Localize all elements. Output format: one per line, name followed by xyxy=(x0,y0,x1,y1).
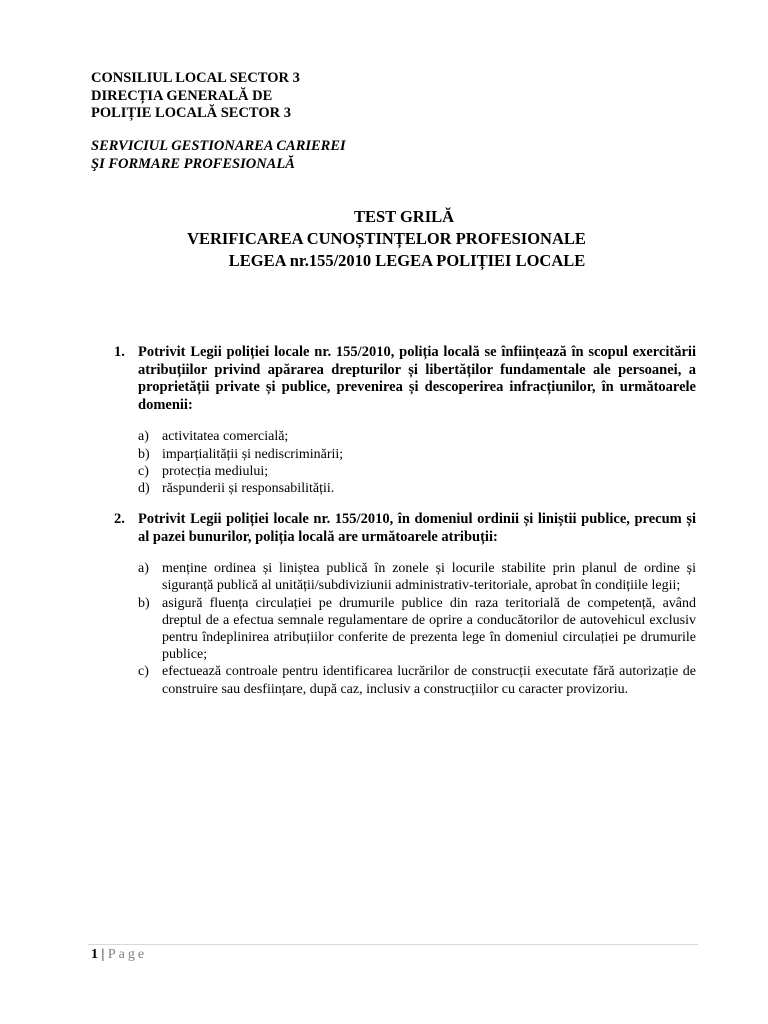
option-letter: a) xyxy=(138,429,149,445)
footer-separator: | xyxy=(101,947,105,962)
header-line: CONSILIUL LOCAL SECTOR 3 xyxy=(91,70,300,86)
answer-option xyxy=(138,446,696,463)
option-letter: b) xyxy=(138,446,150,462)
option-letter: a) xyxy=(138,561,149,577)
option-letter: c) xyxy=(138,463,149,479)
department-line: ŞI FORMARE PROFESIONALĂ xyxy=(91,155,295,172)
footer-divider xyxy=(88,944,698,945)
question-text xyxy=(114,511,696,546)
option-text: imparțialității și nediscriminării; xyxy=(162,446,344,462)
option-text: activitatea comercială; xyxy=(162,429,289,445)
answer-option xyxy=(138,480,696,497)
answer-option xyxy=(138,463,696,480)
page-number: 1 xyxy=(91,947,98,962)
option-letter: b) xyxy=(138,595,150,611)
header-line: POLIȚIE LOCALĂ SECTOR 3 xyxy=(91,105,291,121)
question-1 xyxy=(114,344,696,497)
department-line: SERVICIUL GESTIONAREA CARIEREI xyxy=(91,138,346,154)
institution-header xyxy=(91,70,300,123)
page-footer xyxy=(91,946,147,964)
title-line: TEST GRILĂ xyxy=(353,207,455,226)
answer-options xyxy=(114,428,696,497)
question-2 xyxy=(114,511,696,698)
title-line: LEGEA nr.155/2010 LEGEA POLIȚIEI LOCALE xyxy=(228,251,586,270)
option-text: menține ordinea și liniștea publică în zonele și locurile stabilite prin planul de ordine și siguranță publică al unității/subdiviziunii administrativ-teritoriale, aprobat în condițiile legii; xyxy=(162,561,696,594)
question-number: 1. xyxy=(114,344,125,360)
answer-option xyxy=(138,663,696,697)
question-number: 2. xyxy=(114,511,125,527)
answer-option xyxy=(138,595,696,664)
page-label: Page xyxy=(107,947,148,962)
department-header xyxy=(91,138,346,173)
answer-option xyxy=(138,560,696,594)
answer-options xyxy=(114,560,696,698)
header-line: DIRECȚIA GENERALĂ DE xyxy=(91,87,273,104)
question-body: Potrivit Legii poliției locale nr. 155/2010, în domeniul ordinii și liniștii publice, precum și al pazei bunurilor, poliția locală are următoarele atribuții: xyxy=(138,511,696,545)
option-text: efectuează controale pentru identificarea lucrărilor de construcții executate fără autorizație de construire sau desființare, după caz, inclusiv a construcțiilor cu caracter provizoriu. xyxy=(162,664,696,697)
option-text: protecția mediului; xyxy=(162,463,269,479)
question-text xyxy=(114,344,696,414)
option-letter: d) xyxy=(138,480,150,496)
question-body: Potrivit Legii poliției locale nr. 155/2010, poliția locală se înființează în scopul exercitării atribuțiilor privind apărarea drepturilor și libertăților fundamentale ale persoanei, a proprietății private și publice, prevenirea și descoperirea infracțiunilor, în următoarele domenii: xyxy=(138,344,696,413)
answer-option xyxy=(138,428,696,445)
option-text: asigură fluența circulației pe drumurile publice din raza teritorială de competență, având dreptul de a efectua semnale regulamentare de oprire a conducătorilor de autovehicul exclusiv pentru îndeplinirea atribuțiilor conferite de prezenta lege în domeniul circulației pe drumurile publice; xyxy=(162,595,696,663)
option-text: răspunderii și responsabilității. xyxy=(162,480,335,496)
option-letter: c) xyxy=(138,664,149,680)
title-line: VERIFICAREA CUNOȘTINȚELOR PROFESIONALE xyxy=(187,229,586,248)
document-title xyxy=(0,206,768,272)
